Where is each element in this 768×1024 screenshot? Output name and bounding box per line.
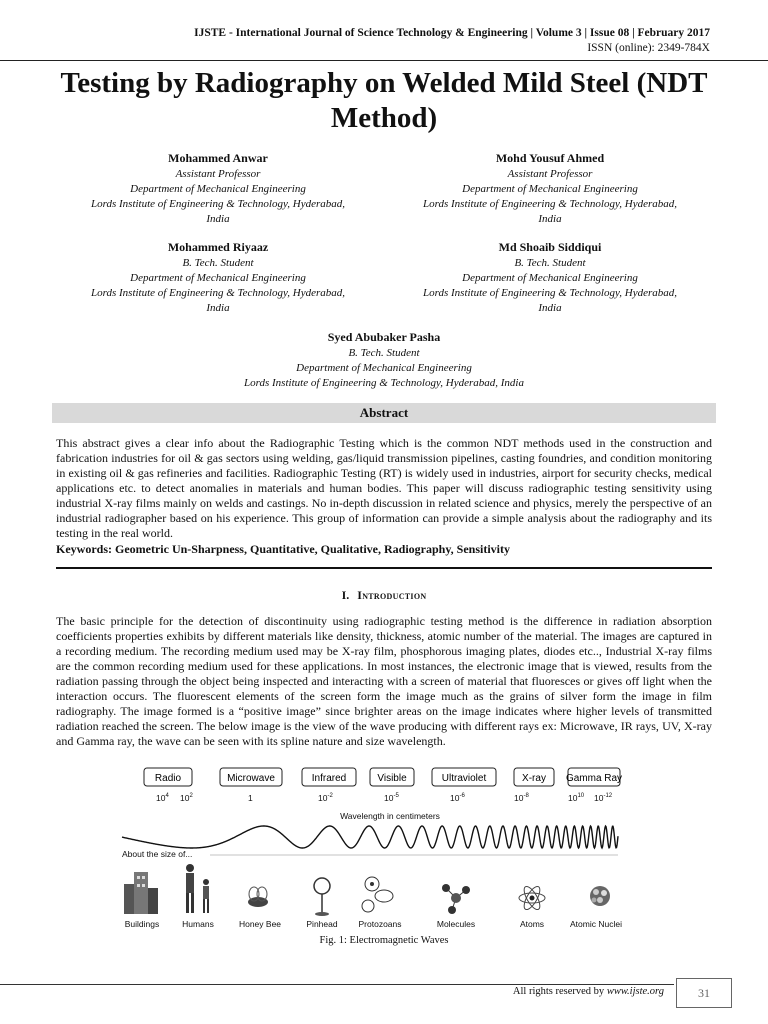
page-number: 31 (676, 978, 732, 1008)
journal-line: IJSTE - International Journal of Science Technology & Engineering | Volume 3 | Issue 08 | February 2017 (194, 27, 710, 39)
footer-url-link[interactable]: www.ijste.org (606, 986, 664, 997)
author-country: India (538, 213, 562, 225)
author-name: Mohd Yousuf Ahmed (495, 151, 605, 165)
band-label: Radio (154, 773, 182, 784)
honey-bee-icon (248, 887, 268, 907)
wavelength-value: $10^{-12}$ (594, 793, 613, 803)
wavelength-value: $10^{-8}$ (514, 793, 529, 803)
footer-text (513, 986, 664, 997)
footer-rights: All rights reserved by (512, 986, 605, 997)
author-institute: Lords Institute of Engineering & Technology, Hyderabad, (90, 287, 345, 299)
wavelength-value: 1 (248, 793, 253, 803)
object-label: Atomic Nuclei (570, 919, 622, 929)
object-label: Buildings (124, 919, 160, 929)
wavelength-value: $10^2$ (180, 793, 193, 803)
issn-line: ISSN (online): 2349-784X (587, 42, 710, 54)
author-role: Assistant Professor (507, 168, 593, 180)
atoms-icon (519, 884, 545, 912)
author-role: B. Tech. Student (182, 257, 254, 269)
wavelength-values (156, 793, 613, 803)
pinhead-icon (314, 878, 330, 916)
band-radio (144, 768, 192, 786)
band-label: Infrared (311, 773, 347, 784)
author-country: India (538, 302, 562, 314)
author-institute: Lords Institute of Engineering & Technology, Hyderabad, (422, 287, 677, 299)
section-number: I. (341, 588, 350, 602)
author-role: Assistant Professor (175, 168, 261, 180)
introduction-text: The basic principle for the detection of discontinuity using radiographic testing method is the difference in radiation absorption coefficients properties exhibits by different materials like density, thickness, atomic number of the material. The images are captured in a recording medium. The recording medium used may be X-ray film, phosphorous imaging plates, diodes etc.., Industrial X-ray films are the common recording medium used for these applications. In most instances, the electronic image that is viewed, results from the radiation passing through the object being inspected and interacting with a screen of material that fluoresces or gives off light when the interaction occurs. The fluorescent elements of the screen form the image much as the grains of silver form the image in film radiography. The image formed is a “positive image” since brighter areas on the image indicates where higher levels of transmitted radiation reached the screen. The below image is the view of the wave producing with different rays ex: Microwave, IR rays, UV, X-ray and Gamma ray, the wave can be seen with its spline nature and size wavelength. (56, 614, 712, 748)
keywords-divider (56, 567, 712, 569)
protozoans-icon (362, 877, 393, 912)
author-institute: Lords Institute of Engineering & Technology, Hyderabad, (90, 198, 345, 210)
abstract-heading: Abstract (52, 403, 716, 423)
author-dept: Department of Mechanical Engineering (462, 272, 638, 284)
em-wave-line (122, 826, 618, 848)
author-block-3 (48, 240, 388, 316)
object-label: Honey Bee (238, 919, 282, 929)
author-role: B. Tech. Student (514, 257, 586, 269)
keywords-line: Keywords: Geometric Un-Sharpness, Quantitative, Qualitative, Radiography, Sensitivity (56, 542, 510, 556)
footer-divider (0, 984, 674, 985)
header-divider (0, 60, 768, 61)
paper-title: Testing by Radiography on Welded Mild Steel (NDT Method) (60, 67, 708, 134)
electromagnetic-spectrum-figure (118, 762, 622, 932)
object-label: Atoms (519, 919, 545, 929)
author-institute: Lords Institute of Engineering & Technology, Hyderabad, India (244, 377, 524, 389)
author-block-5 (184, 330, 584, 391)
wavelength-value: $10^{-5}$ (384, 793, 399, 803)
author-dept: Department of Mechanical Engineering (296, 362, 472, 374)
author-country: India (206, 213, 230, 225)
figure-caption: Fig. 1: Electromagnetic Waves (319, 935, 449, 946)
buildings-icon (124, 872, 158, 914)
author-name: Mohammed Anwar (168, 151, 268, 165)
author-country: India (206, 302, 230, 314)
author-name: Md Shoaib Siddiqui (498, 240, 602, 254)
wavelength-value: $10^{10}$ (568, 793, 585, 803)
author-name: Mohammed Riyaaz (167, 240, 269, 254)
journal-header (194, 26, 710, 56)
author-block-4 (380, 240, 720, 316)
size-label: About the size of... (122, 849, 193, 859)
object-label: Molecules (436, 919, 476, 929)
object-label: Pinhead (306, 919, 338, 929)
author-block-1 (48, 151, 388, 227)
section-heading (0, 588, 768, 603)
band-label: Gamma Ray (565, 773, 622, 784)
author-dept: Department of Mechanical Engineering (130, 183, 306, 195)
wavelength-value: $10^4$ (156, 793, 169, 803)
wavelength-axis-label: Wavelength in centimeters (340, 811, 440, 821)
author-dept: Department of Mechanical Engineering (130, 272, 306, 284)
author-institute: Lords Institute of Engineering & Technology, Hyderabad, (422, 198, 677, 210)
wavelength-value: $10^{-2}$ (318, 793, 333, 803)
band-label: X-ray (522, 773, 546, 784)
band-microwave (220, 768, 282, 786)
author-dept: Department of Mechanical Engineering (462, 183, 638, 195)
abstract-text: This abstract gives a clear info about the Radiographic Testing which is the common NDT methods used in the construction and fabrication industries for oil & gas sectors using welding, gas/liquid transmission pipelines, casting foundries, and condition monitoring in existing oil & gas refineries and facilities. Radiographic Testing (RT) is widely used in industries, airport for security checks, medical applications etc. to detect anomalies in materials and human bodies. This paper will discuss radiographic testing sensitivity using industrial X-ray films mainly on welds and castings. No in-depth discussion in related science and physics, merely the perspective of an industrial radiographer based on his experience. This group of information can provide a simple analysis about the radiography and its testing in the real world. (56, 436, 712, 540)
band-label: Ultraviolet (441, 773, 487, 784)
section-title: Introduction (357, 588, 427, 602)
author-role: B. Tech. Student (348, 347, 420, 359)
band-label: Microwave (227, 773, 275, 784)
band-label: Visible (377, 773, 407, 784)
band-xray (514, 768, 554, 786)
band-infrared (302, 768, 356, 786)
spectrum-diagram (118, 762, 622, 932)
author-block-2 (380, 151, 720, 227)
molecules-icon (442, 884, 470, 914)
band-visible (370, 768, 414, 786)
band-gamma-ray (566, 768, 622, 786)
object-label: Humans (182, 919, 214, 929)
wavelength-value: $10^{-6}$ (450, 793, 465, 803)
band-ultraviolet (432, 768, 496, 786)
humans-icon (186, 864, 209, 913)
atomic-nuclei-icon (590, 886, 610, 906)
author-name: Syed Abubaker Pasha (327, 330, 441, 344)
object-label: Protozoans (358, 919, 402, 929)
